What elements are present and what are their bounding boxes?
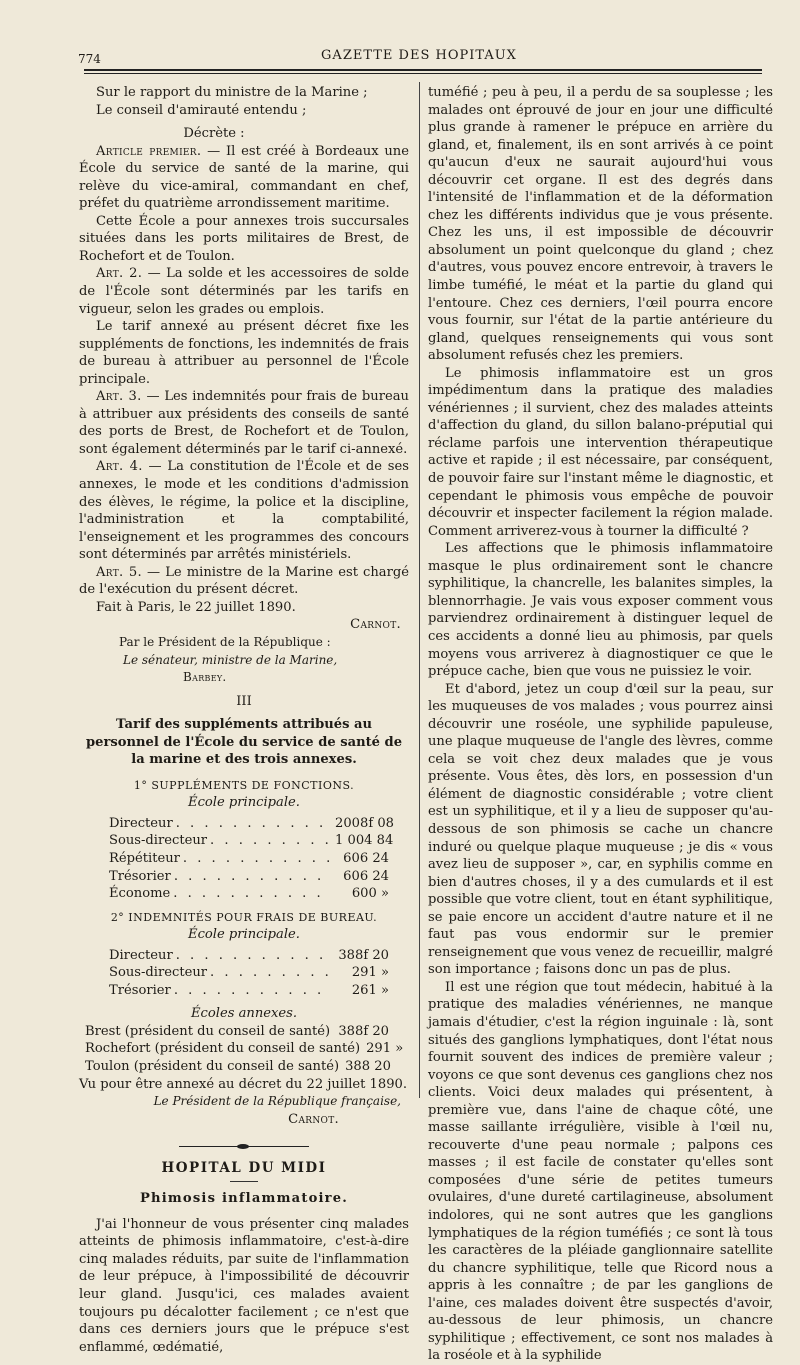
article-paragraph: Le phimosis inflammatoire est un gros impédimentum dans la pratique des maladies vénériennes ; il survient, chez des malades atteints d'affection du gland, du sillon balano-préputial qui réclame parfois une intervention thérapeutique active et rapide ; il est nécessaire, par conséquent, de pouvoir faire sur l'instant même le diagnostic, et cependant le phimosis vous empêche de pouvoir découvrir et inspecter facilement la région malade. Comment arriverez-vous à tourner la difficulté ?: [428, 365, 773, 539]
article-text: — Il est créé à Bordeaux une École du service de santé de la marine, qui relève du vice-amiral, commandant en chef, préfet du quatrième arrondissement maritime.: [79, 143, 409, 212]
table-row: Trésorier . . . 261 »: [109, 982, 389, 1000]
article-paragraph: tuméfié ; peu à peu, il a perdu de sa souplesse ; les malades ont éprouvé de jour en jour une difficulté plus grande à ramener le prépuce en arrière du gland, et, finalement, ils en sont arrivés à ce point qu'aucun d'eux ne saurait aujourd'hui vous découvrir cet organe. Il est des degrés dans l'intensité de l'inflammation et de la déformation chez les différents individus que je vous présente. Chez les uns, il est impossible de découvrir absolument un point quelconque du gland ; chez d'autres, vous pouvez encore entrevoir, à travers le limbe tuméfié, le méat et la partie du gland qui l'entoure. Chez ces derniers, l'œil pourra encore vous fournir, sur l'état de la partie antérieure du gland, quelques renseignements qui vous sont absolument refusés chez les premiers.: [428, 85, 773, 364]
ornament-divider: [79, 1135, 409, 1153]
table-row: Sous-directeur . . . 291 »: [109, 964, 389, 982]
article-2: [79, 265, 409, 318]
column-divider: [419, 82, 420, 1098]
decree-intro: Sur le rapport du ministre de la Marine ;: [96, 85, 368, 100]
table-row: Sous-directeur . . . 1 004 84: [109, 832, 389, 850]
subheading-supplements: 1° SUPPLÉMENTS DE FONCTIONS.: [133, 778, 355, 792]
article-label: Art. 3.: [96, 389, 142, 405]
decrete-heading: Décrète :: [183, 126, 245, 142]
article-paragraph: J'ai l'honneur de vous présenter cinq malades atteints de phimosis inflammatoire, c'est-à-dire cinq malades réduits, par suite de l'inflammation de leur prépuce, à l'impossibilité de découvrir leur gland. Jusqu'ici, ces malades avaient toujours pu décalotter facilement ; ce n'est que dans ces derniers jours que le prépuce s'est enflammé, œdématié,: [79, 1216, 409, 1355]
decree-intro: Le conseil d'amirauté entendu ;: [96, 102, 307, 118]
ecole-principale-heading: École principale.: [188, 927, 300, 943]
par-le-president: Par le Président de la République :: [119, 634, 331, 649]
article-2-cont: Le tarif annexé au présent décret fixe les suppléments de fonctions, les indemnités de frais de bureau à attribuer au personnel de l'École principale.: [79, 319, 409, 387]
hospital-heading: HOPITAL DU MIDI: [161, 1159, 327, 1176]
article-text: — Les indemnités pour frais de bureau à attribuer aux présidents des conseils de santé des ports de Brest, de Rochefort et de Toulon, sont également déterminés par le tarif ci-annexé.: [79, 389, 409, 457]
signature-carnot-2: Carnot.: [288, 1111, 339, 1127]
page-header: [78, 44, 760, 70]
left-column: [79, 84, 409, 1356]
table-indemnites: [79, 947, 409, 1000]
article-title: Phimosis inflammatoire.: [139, 1191, 349, 1207]
table-row: Toulon (président du conseil de santé) 388 20: [85, 1058, 391, 1074]
ecole-principale-heading: École principale.: [188, 795, 300, 811]
table-row: Directeur . . . 388f 20: [109, 947, 389, 965]
section-number: III: [236, 693, 252, 709]
right-column: [428, 84, 773, 1365]
article-text: — Le ministre de la Marine est chargé de l'exécution du présent décret.: [79, 564, 409, 598]
article-5: [79, 564, 409, 599]
article-label: Art. 2.: [96, 266, 143, 282]
header-rule-thin: [84, 73, 762, 74]
article-paragraph: Il est une région que tout médecin, habitué à la pratique des maladies vénériennes, ne manque jamais d'étudier, c'est la région inguinale : là, sont situés des ganglions lymphatiques, dont l'état nous fournit souvent des indices de première valeur ; voyons ce que sont devenus ces ganglions chez nos clients. Voici deux malades qui présentent, à première vue, dans l'aine de chaque côté, une masse saillante irrégulière, visible à l'œil nu, recouverte d'une peau normale ; palpons ces masses ; il est facile de constater qu'elles sont composées d'une série de petites tumeurs ovulaires, d'une dureté cartilagineuse, absolument indolores, qui ne sont autres que les ganglions lymphatiques de la région tuméfiés ; ce sont là tous les caractères de la pléiade ganglionnaire satellite du chancre syphilitique, telle que Ricord nous a appris à les connaître ; de par les ganglions de l'aine, ces malades doivent être suspectés d'avoir, au-dessous de leur phimosis, un chancre syphilitique ; effectivement, ce sont nos malades à la roséole et à la syphilide: [428, 979, 773, 1364]
table-row: Rochefort (président du conseil de santé) 291 »: [85, 1041, 404, 1057]
article-text: — La constitution de l'École et de ses annexes, le mode et les conditions d'admission des élèves, le régime, la police et la discipline, l'administration et la comptabilité, l'enseignement et les programmes des concours sont déterminés par arrêtés ministériels.: [79, 459, 409, 563]
senateur-line: Le sénateur, ministre de la Marine,: [123, 652, 338, 667]
article-paragraph: Les affections que le phimosis inflammatoire masque le plus ordinairement sont le chancre syphilitique, la chancrelle, les balanites simples, la blennorrhagie. Je vais vous exposer comment vous parviendrez ordinairement à distinguer lequel de ces accidents a donné lieu au phimosis, par quels moyens vous arriverez à diagnostiquer ce que le prépuce cache, bien que vous ne puissiez le voir.: [428, 541, 773, 680]
table-supplements: [79, 815, 409, 903]
short-rule: [230, 1181, 258, 1182]
president-line: Le Président de la République française,: [153, 1094, 401, 1109]
article-paragraph: Et d'abord, jetez un coup d'œil sur la peau, sur les muqueuses de vos malades ; vous pourrez ainsi découvrir une roséole, une syphilide papuleuse, une plaque muqueuse de l'angle des lèvres, comme cela se voit chez deux malades que je vous présente. Vous êtes, dès lors, en possession d'un élément de diagnostic considérable ; votre client est un syphilitique, et il y a lieu de supposer qu'au-dessous de son phimosis se cache un chancre induré ou quelque plaque muqueuse ; je dis « vous avez lieu de supposer », car, en syphilis comme en bien d'autres choses, il y a des cumulards et il est possible que votre client, tout en étant syphilitique, se paie encore un accident d'autre nature et il ne faut pas vous endormir sur le premier renseignement que vous venez de recueillir, malgré son importance ; faisons donc un pas de plus.: [428, 681, 773, 978]
ecoles-annexes-heading: Écoles annexes.: [190, 1006, 298, 1022]
table-row: Directeur . . . 2008f 08: [109, 815, 389, 833]
table-row: Trésorier . . . 606 24: [109, 868, 389, 886]
table-annexes: [79, 1023, 409, 1076]
vu-pour-line: Vu pour être annexé au décret du 22 juillet 1890.: [79, 1076, 408, 1092]
table-row: Économe . . . 600 »: [109, 885, 389, 903]
article-1-cont: Cette École a pour annexes trois succursales situées dans les ports militaires de Brest, de Rochefort et de Toulon.: [79, 213, 409, 264]
article-1: [79, 143, 409, 213]
subheading-indemnites: 2° INDEMNITÉS POUR FRAIS DE BUREAU.: [110, 910, 378, 924]
page-number: 774: [78, 52, 101, 66]
article-label: Article premier.: [96, 143, 202, 159]
signature-carnot: Carnot.: [350, 617, 401, 633]
table-row: Brest (président du conseil de santé) 388f 20: [85, 1023, 389, 1039]
article-text: — La solde et les accessoires de solde de l'École sont déterminés par les tarifs en vigueur, selon les grades ou emplois.: [79, 266, 409, 317]
table-row: Répétiteur . . . 606 24: [109, 850, 389, 868]
decree-date: Fait à Paris, le 22 juillet 1890.: [96, 599, 296, 615]
header-rule: [84, 69, 762, 71]
article-4: [79, 458, 409, 563]
article-label: Art. 5.: [96, 564, 142, 580]
article-3: [79, 388, 409, 458]
article-label: Art. 4.: [96, 459, 143, 475]
journal-title: GAZETTE DES HOPITAUX: [321, 48, 517, 63]
signature-barbey: Barbey.: [183, 670, 227, 685]
tarif-title: Tarif des suppléments attribués au personnel de l'École du service de santé de la marine et des trois annexes.: [85, 717, 403, 768]
